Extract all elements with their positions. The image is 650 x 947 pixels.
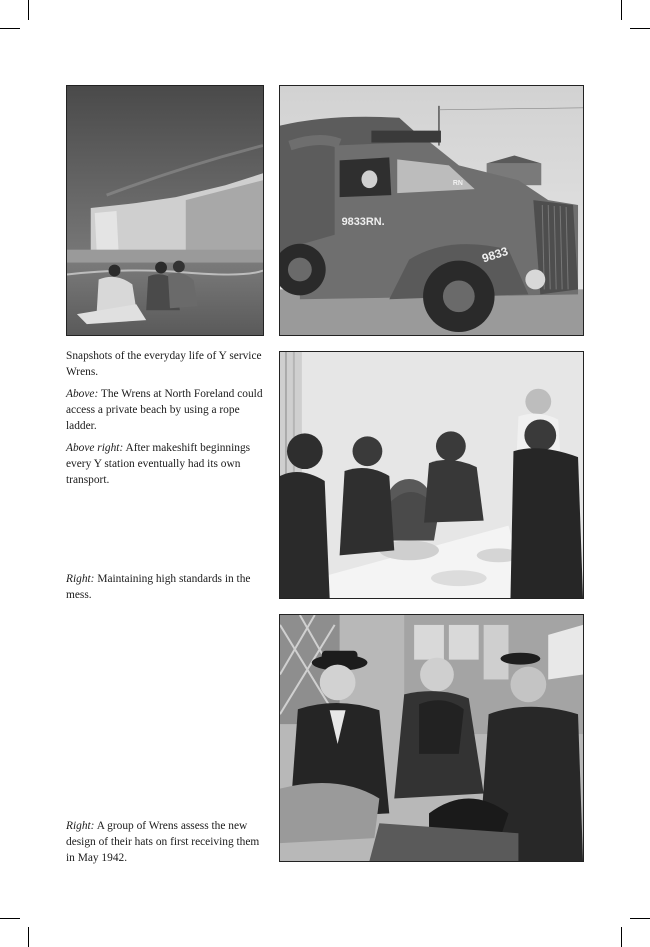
truck-plate-front: 9833 (480, 243, 510, 266)
crop-mark-top-right-horizontal (630, 28, 650, 29)
photo-transport-truck (279, 85, 584, 336)
crop-mark-top-left-horizontal (0, 28, 20, 29)
photo-beach-cliffs (66, 85, 264, 336)
caption-mess: Right: Maintaining high standards in the mess. (66, 573, 251, 601)
crop-mark-bottom-right-vertical (621, 927, 622, 947)
caption-above-right: Above right: After makeshift beginnings every Y station eventually had its own transport. (66, 442, 251, 486)
caption-block-top (66, 348, 266, 494)
photo-wrens-new-hats (279, 614, 584, 862)
caption-hats: Right: A group of Wrens assess the new design of their hats on first receiving them in May 1942. (66, 820, 260, 864)
crop-mark-bottom-right-horizontal (630, 918, 650, 919)
crop-mark-top-right-vertical (621, 0, 622, 20)
truck-plate-side: 9833RN. (341, 215, 385, 228)
caption-intro: Snapshots of the everyday life of Y service Wrens. (66, 350, 262, 378)
crop-mark-bottom-left-vertical (28, 927, 29, 947)
caption-above: Above: The Wrens at North Foreland could access a private beach by using a rope ladder. (66, 388, 263, 432)
crop-mark-top-left-vertical (28, 0, 29, 20)
photo-mess-table (279, 351, 584, 599)
crop-mark-bottom-left-horizontal (0, 918, 20, 919)
truck-roof-sign: RN (452, 180, 463, 188)
